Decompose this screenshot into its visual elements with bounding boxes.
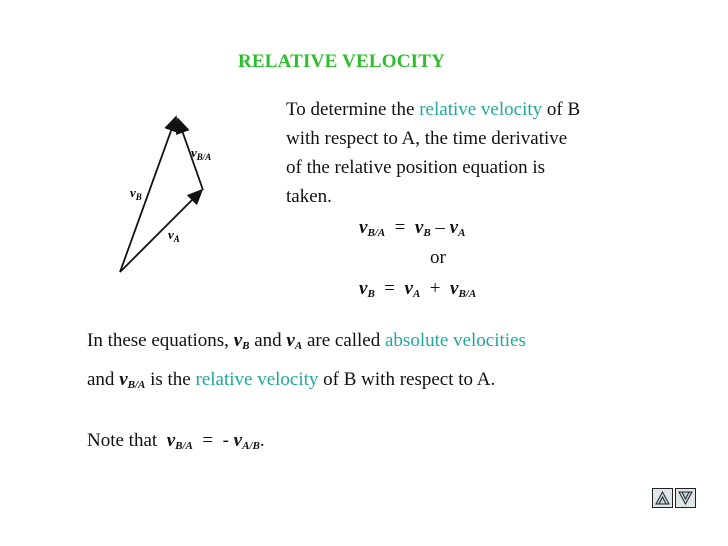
note-line: Note that $v_{B/A}$ = - $v_{A/B}$. <box>87 430 265 452</box>
slide-title: RELATIVE VELOCITY <box>238 51 446 72</box>
label-vba: $v_{B/A}$ <box>191 145 212 162</box>
equation-relative: $v_{B/A} = v_B - v_A$ <box>359 217 466 239</box>
equation-absolute: $v_B = v_A + v_{B/A}$ <box>359 278 477 300</box>
vector-triangle-diagram <box>80 95 260 285</box>
or-text: or <box>430 247 446 268</box>
absolute-velocities-term: absolute velocities <box>385 330 526 351</box>
prev-triangle-icon <box>655 491 670 505</box>
intro-line-1: To determine the relative velocity of B <box>286 99 581 120</box>
previous-slide-button[interactable] <box>652 488 673 508</box>
relative-velocity-term-2: relative velocity <box>195 369 319 390</box>
next-triangle-icon <box>678 491 693 505</box>
label-vb: $v_B$ <box>130 185 142 202</box>
next-slide-button[interactable] <box>675 488 696 508</box>
vector-va-arrow <box>120 190 202 272</box>
slide-navigation <box>652 488 698 510</box>
vector-vb-arrow <box>120 117 176 272</box>
intro-paragraph <box>286 95 580 211</box>
intro-line-4: taken. <box>286 186 332 207</box>
intro-line-2: with respect to A, the time derivative <box>286 128 568 149</box>
explanation-line-1: In these equations, $v_B$ and $v_A$ are called absolute velocities <box>87 330 526 352</box>
label-va: $v_A$ <box>168 227 180 244</box>
explanation-paragraph <box>87 324 526 402</box>
explanation-line-2: and $v_{B/A}$ is the relative velocity of B with respect to A. <box>87 369 496 391</box>
relative-velocity-term: relative velocity <box>419 99 543 120</box>
intro-line-3: of the relative position equation is <box>286 157 546 178</box>
